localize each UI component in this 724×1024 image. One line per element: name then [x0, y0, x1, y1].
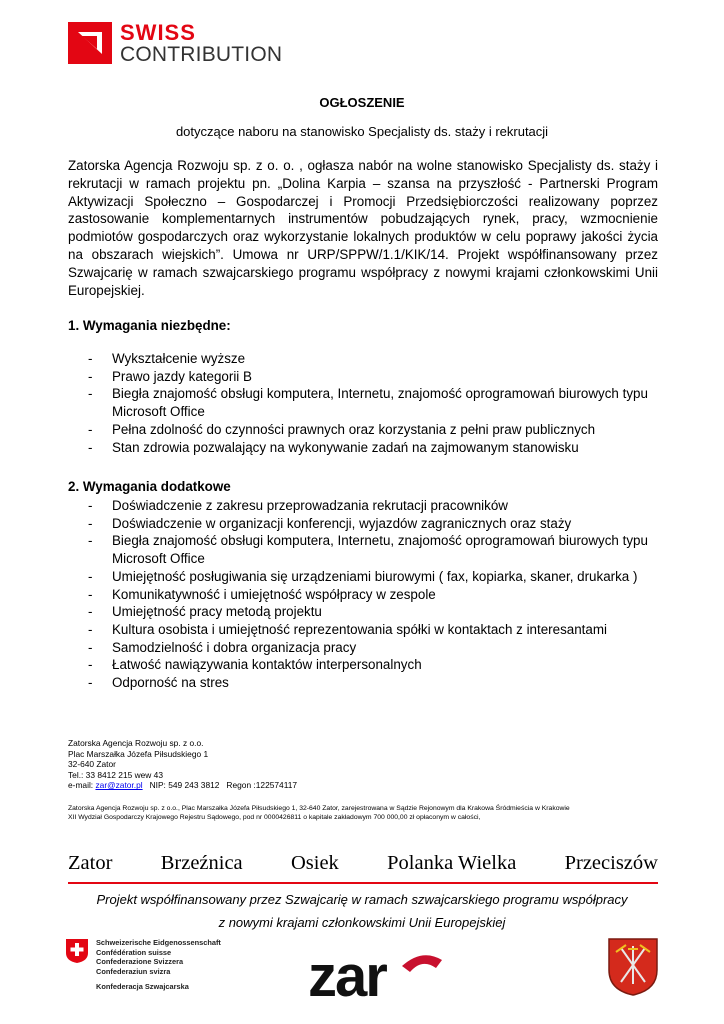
- legal-line: XII Wydział Gospodarczy Krajowego Rejestru Sądowego, pod nr 0000426811 o kapitale zakładowym 700 000,00 zł opłaconym w całości,: [68, 813, 481, 821]
- list-item: - Komunikatywność i umiejętność współpracy w zespole: [88, 586, 668, 604]
- project-line-1: Projekt współfinansowany przez Szwajcarię w ramach szwajcarskiego programu współpracy: [96, 892, 628, 907]
- cross-cut-icon: [68, 22, 112, 64]
- section1-heading: 1. Wymagania niezbędne:: [68, 318, 231, 333]
- address-line: Plac Marszałka Józefa Piłsudskiego 1: [68, 748, 209, 759]
- town-name: Przeciszów: [564, 852, 658, 874]
- zar-logo-text: zar: [308, 946, 386, 1002]
- page-subtitle: dotyczące naboru na stanowisko Specjalisty ds. staży i rekrutacji: [175, 124, 549, 139]
- zator-crest-icon: [608, 938, 658, 996]
- logo-swiss-text: SWISS: [120, 20, 196, 45]
- zar-logo: [306, 946, 444, 1002]
- address-line: Zatorska Agencja Rozwoju sp. z o.o.: [68, 738, 204, 748]
- address-line: 32-640 Zator: [68, 759, 116, 770]
- section2-heading: 2. Wymagania dodatkowe: [68, 479, 231, 494]
- list-item: - Biegła znajomość obsługi komputera, Internetu, znajomość oprogramowań biurowych typu Microsoft Office: [88, 532, 668, 567]
- page-title: OGŁOSZENIE: [319, 95, 405, 110]
- list-item: - Umiejętność posługiwania się urządzeniami biurowymi ( fax, kopiarka, skaner, drukarka ): [88, 568, 668, 586]
- company-ids: NIP: 549 243 3812 Regon :122574117: [142, 780, 298, 791]
- list-item: - Stan zdrowia pozwalający na wykonywanie zadań na zajmowanym stanowisku: [88, 439, 668, 457]
- town-name: Polanka Wielka: [387, 852, 517, 874]
- swiss-contribution-logo-mark: [68, 22, 112, 64]
- intro-paragraph: Zatorska Agencja Rozwoju sp. z o. o. , ogłasza nabór na wolne stanowisko Specjalisty ds. staży i rekrutacji w ramach projektu pn. „Dolina Karpia – szansa na przyszłość - Partnerski Program Aktywizacji Społeczno – Gospodarczej i Promocji Przedsiębiorczości realizowany poprzez zastosowanie komplementarnych instrumentów pobudzających rynek, pracy, wzmocnienie podmiotów gospodarczych oraz wykorzystanie lokalnych produktów w celu poprawy jakości życia na obszarach wiejskich”. Umowa nr URP/SPPW/1.1/KIK/14. Projekt współfinansowany przez Szwajcarię w ramach szwajcarskiego programu współpracy z nowymi krajami członkowskimi Unii Europejskiej.: [68, 158, 658, 298]
- list-item: - Kultura osobista i umiejętność reprezentowania spółki w kontaktach z interesantami: [88, 621, 668, 639]
- project-line-2: z nowymi krajami członkowskimi Unii Europejskiej: [218, 915, 506, 930]
- list-item: - Umiejętność pracy metodą projektu: [88, 603, 668, 621]
- list-item: - Odporność na stres: [88, 674, 668, 692]
- list-item: - Łatwość nawiązywania kontaktów interpersonalnych: [88, 656, 668, 674]
- list-item: - Doświadczenie z zakresu przeprowadzania rekrutacji pracowników: [88, 497, 668, 515]
- section2-list: [88, 497, 668, 692]
- address-block: [68, 738, 297, 791]
- phone-line: Tel.: 33 8412 215 wew 43: [68, 769, 163, 780]
- town-name: Zator: [68, 852, 113, 874]
- legal-note: [68, 805, 668, 823]
- town-name: Osiek: [290, 852, 339, 874]
- list-item: - Wykształcenie wyższe: [88, 350, 668, 368]
- list-item: - Doświadczenie w organizacji konferencji, wyjazdów zagranicznych oraz staży: [88, 515, 668, 533]
- confederation-pl: Konfederacja Szwajcarska: [96, 982, 189, 992]
- swiss-flag-icon: [66, 939, 88, 963]
- logo-contribution-text: CONTRIBUTION: [120, 43, 283, 66]
- email-link[interactable]: zar@zator.pl: [95, 780, 143, 791]
- legal-line: Zatorska Agencja Rozwoju sp. z o.o., Plac Marszałka Józefa Piłsudskiego 1, 32-640 Zator, zarejestrowana w Sądzie Rejonowym dla Krakowa Śródmieścia w Krakowie: [68, 805, 570, 812]
- list-item: - Samodzielność i dobra organizacja pracy: [88, 639, 668, 657]
- towns-row: [68, 852, 658, 875]
- confederation-line: Confederazione Svizzera: [96, 957, 184, 967]
- confederation-line: Confederaziun svizra: [96, 966, 171, 976]
- email-line: [68, 780, 297, 791]
- confederation-line: Confédération suisse: [96, 947, 172, 957]
- list-item: - Pełna zdolność do czynności prawnych oraz korzystania z pełni praw publicznych: [88, 421, 668, 439]
- town-name: Brzeźnica: [160, 852, 243, 874]
- confederation-text: [96, 938, 221, 992]
- email-label: e-mail:: [68, 780, 96, 791]
- divider: [68, 882, 658, 884]
- list-item: - Biegła znajomość obsługi komputera, Internetu, znajomość oprogramowań biurowych typu Microsoft Office: [88, 385, 668, 420]
- confederation-line: Schweizerische Eidgenossenschaft: [96, 938, 221, 947]
- section1-list: [88, 350, 668, 456]
- list-item: - Prawo jazdy kategorii B: [88, 368, 668, 386]
